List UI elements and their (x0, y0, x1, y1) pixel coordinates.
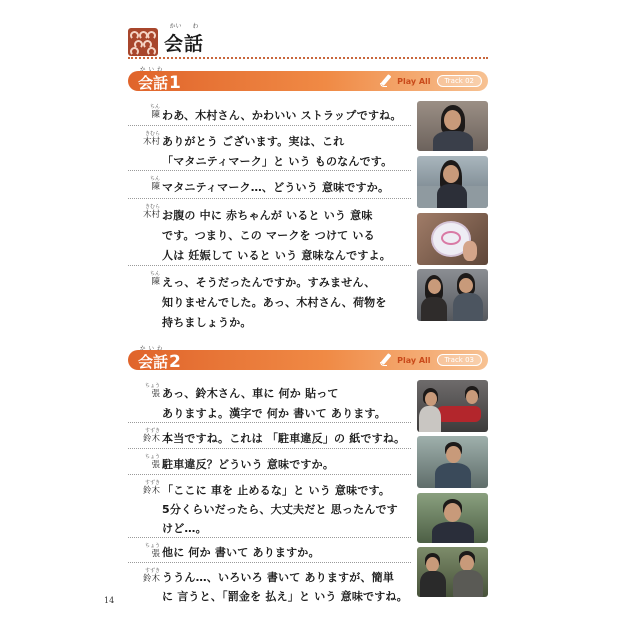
speaker-name: 張 (151, 549, 160, 559)
photo-two-men (417, 547, 488, 597)
play-all-button[interactable]: Play All (397, 355, 431, 365)
speaker-label (128, 200, 160, 220)
photo-men-car (417, 380, 488, 432)
speaker-name: 張 (151, 389, 160, 399)
dialogue-turn (128, 172, 411, 199)
dialogue-line: 知りませんでした。あっ、木村さん、荷物を (162, 296, 387, 309)
speaker-reading: すずき (144, 480, 160, 486)
speaker-name: 陳 (151, 110, 160, 120)
audio-pen-icon[interactable] (379, 353, 393, 367)
section-2-banner (128, 346, 488, 372)
dialogue-line: ありますよ。漢字で 何か 書いて あります。 (162, 407, 387, 420)
section-1-banner (128, 67, 488, 93)
section-1-reading: かいわ (140, 67, 166, 73)
section-2-title-text: 会話 (138, 353, 169, 371)
speaker-reading: ちん (149, 271, 160, 277)
dialogue-turn (128, 127, 411, 171)
speaker-reading: きむら (144, 131, 160, 137)
section-2-title (138, 346, 181, 372)
dialogue-line: けど…。 (162, 522, 207, 535)
dialogue-line: 5分くらいだったら、大丈夫だと 思ったんです (162, 503, 398, 516)
section-2-number: 2 (169, 352, 181, 372)
track-badge[interactable]: Track 03 (437, 354, 482, 366)
section-1-title (138, 67, 181, 93)
speaker-name: 鈴木 (142, 486, 160, 496)
speaker-label (128, 450, 160, 470)
dialogue-turn (128, 476, 411, 538)
flower-emblem-icon (128, 28, 158, 56)
dialogue-turn (128, 267, 411, 333)
section-2-audio[interactable] (379, 353, 482, 367)
speaker-reading: ちん (149, 104, 160, 110)
title-ruby-1: かい (169, 22, 182, 30)
play-all-button[interactable]: Play All (397, 76, 431, 86)
photo-man-smiling (417, 493, 488, 543)
dialogue-line: 「ここに 車を 止めるな」と いう 意味です。 (162, 484, 391, 497)
page-header (128, 22, 205, 57)
dialogue-line: ううん…、いろいろ 書いて ありますが、簡単 (162, 571, 395, 584)
speaker-reading: ちょう (144, 454, 160, 460)
dialogue-line: わあ、木村さん、かわいい ストラップですね。 (162, 109, 402, 122)
speaker-name: 張 (151, 460, 160, 470)
photo-two-women (417, 269, 488, 321)
dialogue-turn (128, 539, 411, 563)
dialogue-turn (128, 200, 411, 266)
dialogue-turn (128, 424, 411, 449)
speaker-reading: きむら (144, 204, 160, 210)
section-2-reading: かいわ (140, 346, 166, 352)
dialogue-line: ありがとう ございます。実は、これ (162, 135, 345, 148)
speaker-label (128, 100, 160, 120)
dialogue-line: 他に 何か 書いて ありますか。 (162, 546, 320, 559)
dialogue-line: お腹の 中に 赤ちゃんが いると いう 意味 (162, 209, 373, 222)
speaker-label (128, 539, 160, 559)
speaker-name: 鈴木 (142, 574, 160, 584)
speaker-reading: ちょう (144, 543, 160, 549)
dialogue-turn (128, 450, 411, 475)
speaker-label (128, 127, 160, 147)
dialogue-line: 「マタニティマーク」と いう ものなんです。 (162, 155, 393, 168)
page-title-reading (164, 21, 204, 30)
speaker-label (128, 476, 160, 496)
dialogue-line: に 言うと、「罰金を 払え」と いう 意味ですね。 (162, 590, 408, 603)
photo-woman-street (417, 156, 488, 208)
photo-woman-smiling (417, 101, 488, 151)
speaker-reading: ちょう (144, 383, 160, 389)
speaker-reading: すずき (144, 428, 160, 434)
dialogue-line: です。つまり、この マークを つけて いる (162, 229, 375, 242)
track-badge[interactable]: Track 02 (437, 75, 482, 87)
page-title: 会話 (164, 32, 205, 55)
dialogue-line: あっ、鈴木さん、車に 何か 貼って (162, 387, 339, 400)
audio-pen-icon[interactable] (379, 74, 393, 88)
dialogue-turn (128, 379, 411, 423)
speaker-label (128, 267, 160, 287)
speaker-reading: すずき (144, 568, 160, 574)
dialogue-turn (128, 564, 411, 606)
section-1-audio[interactable] (379, 74, 482, 88)
dialogue-line: 持ちましょうか。 (162, 316, 252, 329)
section-1-number: 1 (169, 73, 181, 93)
speaker-name: 陳 (151, 182, 160, 192)
photo-maternity-mark (417, 213, 488, 265)
speaker-name: 木村 (142, 210, 160, 220)
speaker-label (128, 379, 160, 399)
speaker-label (128, 564, 160, 584)
header-divider (128, 57, 488, 59)
speaker-reading: ちん (149, 176, 160, 182)
dialogue-turn (128, 100, 411, 126)
speaker-name: 木村 (142, 137, 160, 147)
page-title-wrap (164, 22, 205, 56)
page-number: 14 (104, 596, 115, 605)
speaker-label (128, 172, 160, 192)
photo-man-street (417, 436, 488, 488)
title-ruby-2: わ (192, 22, 199, 30)
dialogue-line: 駐車違反？どういう 意味ですか。 (162, 458, 335, 471)
dialogue-line: 人は 妊娠して いると いう 意味なんですよ。 (162, 249, 391, 262)
speaker-name: 鈴木 (142, 434, 160, 444)
speaker-name: 陳 (151, 277, 160, 287)
dialogue-line: マタニティマーク…、どういう 意味ですか。 (162, 181, 390, 194)
speaker-label (128, 424, 160, 444)
dialogue-line: 本当ですね。これは 「駐車違反」の 紙ですね。 (162, 432, 406, 445)
section-1-title-text: 会話 (138, 74, 169, 92)
dialogue-line: えっ、そうだったんですか。すみません、 (162, 276, 376, 289)
